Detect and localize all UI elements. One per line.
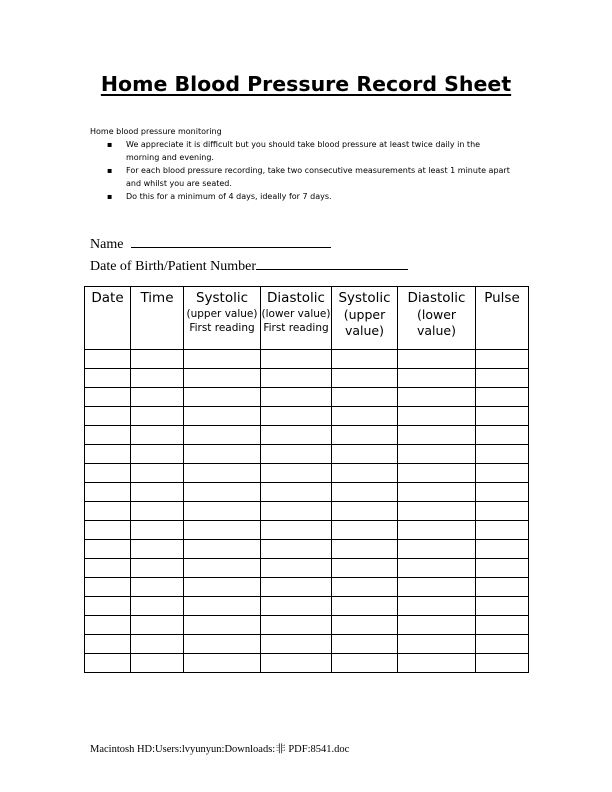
- table-cell[interactable]: [476, 502, 529, 521]
- table-cell[interactable]: [332, 369, 398, 388]
- table-cell[interactable]: [398, 483, 476, 502]
- table-cell[interactable]: [476, 635, 529, 654]
- table-cell[interactable]: [476, 559, 529, 578]
- column-header-diastolic-first: Diastolic (lower value) First reading: [261, 287, 332, 350]
- table-row: [85, 597, 529, 616]
- table-cell[interactable]: [332, 654, 398, 673]
- table-cell[interactable]: [184, 483, 261, 502]
- table-cell[interactable]: [398, 521, 476, 540]
- table-cell[interactable]: [398, 635, 476, 654]
- table-cell[interactable]: [85, 388, 131, 407]
- table-cell[interactable]: [131, 445, 184, 464]
- table-cell[interactable]: [476, 445, 529, 464]
- table-cell[interactable]: [261, 350, 332, 369]
- table-row: [85, 388, 529, 407]
- table-cell[interactable]: [398, 426, 476, 445]
- table-cell[interactable]: [85, 445, 131, 464]
- table-row: [85, 654, 529, 673]
- column-header-pulse: Pulse: [476, 287, 529, 350]
- table-cell[interactable]: [85, 540, 131, 559]
- table-cell[interactable]: [261, 654, 332, 673]
- table-cell[interactable]: [184, 388, 261, 407]
- column-header-time: Time: [131, 287, 184, 350]
- dob-label: Date of Birth/Patient Number: [90, 259, 257, 274]
- table-cell[interactable]: [332, 464, 398, 483]
- table-row: [85, 445, 529, 464]
- table-cell[interactable]: [131, 483, 184, 502]
- table-cell[interactable]: [332, 578, 398, 597]
- table-cell[interactable]: [332, 559, 398, 578]
- table-cell[interactable]: [131, 521, 184, 540]
- table-cell[interactable]: [184, 350, 261, 369]
- name-field[interactable]: [90, 233, 408, 255]
- table-cell[interactable]: [261, 407, 332, 426]
- table-cell[interactable]: [184, 578, 261, 597]
- table-cell[interactable]: [398, 350, 476, 369]
- table-cell[interactable]: [131, 635, 184, 654]
- table-row: [85, 540, 529, 559]
- table-row: [85, 464, 529, 483]
- page-title: Home Blood Pressure Record Sheet: [100, 72, 512, 96]
- table-row: [85, 635, 529, 654]
- instructions-list: [90, 138, 510, 203]
- table-cell[interactable]: [261, 464, 332, 483]
- table-cell[interactable]: [261, 369, 332, 388]
- table-cell[interactable]: [332, 407, 398, 426]
- table-cell[interactable]: [85, 578, 131, 597]
- instructions-heading: Home blood pressure monitoring: [90, 127, 222, 136]
- table-cell[interactable]: [85, 407, 131, 426]
- table-cell[interactable]: [184, 502, 261, 521]
- table-cell[interactable]: [332, 350, 398, 369]
- table-cell[interactable]: [184, 426, 261, 445]
- table-cell[interactable]: [332, 502, 398, 521]
- table-cell[interactable]: [476, 464, 529, 483]
- table-cell[interactable]: [131, 540, 184, 559]
- table-cell[interactable]: [476, 540, 529, 559]
- table-row: [85, 559, 529, 578]
- table-cell[interactable]: [85, 426, 131, 445]
- column-header-date: Date: [85, 287, 131, 350]
- table-cell[interactable]: [184, 635, 261, 654]
- name-line[interactable]: [131, 233, 331, 248]
- table-cell[interactable]: [476, 597, 529, 616]
- table-cell[interactable]: [261, 445, 332, 464]
- table-cell[interactable]: [261, 483, 332, 502]
- table-cell[interactable]: [332, 426, 398, 445]
- table-cell[interactable]: [476, 407, 529, 426]
- table-cell[interactable]: [184, 616, 261, 635]
- table-cell[interactable]: [332, 521, 398, 540]
- table-cell[interactable]: [85, 597, 131, 616]
- table-cell[interactable]: [398, 540, 476, 559]
- table-cell[interactable]: [85, 521, 131, 540]
- table-cell[interactable]: [184, 464, 261, 483]
- table-cell[interactable]: [131, 369, 184, 388]
- table-row: [85, 521, 529, 540]
- table-cell[interactable]: [184, 369, 261, 388]
- table-cell[interactable]: [131, 426, 184, 445]
- table-cell[interactable]: [131, 616, 184, 635]
- dob-line[interactable]: [256, 255, 408, 270]
- table-row: [85, 578, 529, 597]
- table-cell[interactable]: [332, 597, 398, 616]
- table-cell[interactable]: [398, 616, 476, 635]
- table-header-row: [85, 287, 529, 350]
- column-header-systolic: Systolic (upper value): [332, 287, 398, 350]
- table-cell[interactable]: [85, 369, 131, 388]
- table-row: [85, 426, 529, 445]
- table-cell[interactable]: [85, 483, 131, 502]
- table-cell[interactable]: [261, 578, 332, 597]
- table-row: [85, 616, 529, 635]
- table-cell[interactable]: [261, 426, 332, 445]
- dob-field[interactable]: [90, 255, 408, 277]
- table-cell[interactable]: [261, 597, 332, 616]
- table-cell[interactable]: [398, 654, 476, 673]
- table-cell[interactable]: [476, 654, 529, 673]
- table-cell[interactable]: [261, 635, 332, 654]
- table-cell[interactable]: [184, 540, 261, 559]
- table-cell[interactable]: [131, 350, 184, 369]
- record-table: [84, 286, 529, 673]
- table-cell[interactable]: [261, 502, 332, 521]
- column-header-systolic-first: Systolic (upper value) First reading: [184, 287, 261, 350]
- table-cell[interactable]: [184, 654, 261, 673]
- table-row: [85, 350, 529, 369]
- table-cell[interactable]: [332, 388, 398, 407]
- table-cell[interactable]: [131, 597, 184, 616]
- table-cell[interactable]: [184, 445, 261, 464]
- table-cell[interactable]: [398, 559, 476, 578]
- instruction-item: ▪ We appreciate it is difficult but you should take blood pressure at least twice daily in the morning and evening.: [126, 138, 510, 164]
- table-cell[interactable]: [131, 578, 184, 597]
- table-cell[interactable]: [332, 616, 398, 635]
- table-cell[interactable]: [261, 616, 332, 635]
- table-cell[interactable]: [261, 521, 332, 540]
- table-cell[interactable]: [476, 578, 529, 597]
- table-cell[interactable]: [476, 426, 529, 445]
- table-cell[interactable]: [85, 654, 131, 673]
- instructions: [90, 125, 510, 203]
- table-cell[interactable]: [184, 559, 261, 578]
- table-cell[interactable]: [85, 464, 131, 483]
- footer-path: Macintosh HD:Users:lvyunyun:Downloads:非 PDF:8541.doc: [90, 744, 350, 755]
- table-cell[interactable]: [85, 635, 131, 654]
- table-cell[interactable]: [261, 540, 332, 559]
- table-row: [85, 407, 529, 426]
- table-cell[interactable]: [261, 559, 332, 578]
- table-row: [85, 483, 529, 502]
- table-cell[interactable]: [131, 388, 184, 407]
- table-row: [85, 369, 529, 388]
- table-cell[interactable]: [476, 350, 529, 369]
- table-cell[interactable]: [131, 654, 184, 673]
- table-cell[interactable]: [398, 464, 476, 483]
- table-cell[interactable]: [398, 369, 476, 388]
- table-cell[interactable]: [131, 407, 184, 426]
- table-cell[interactable]: [476, 369, 529, 388]
- patient-fields: [90, 233, 408, 277]
- table-cell[interactable]: [332, 635, 398, 654]
- column-header-diastolic: Diastolic (lower value): [398, 287, 476, 350]
- table-cell[interactable]: [398, 597, 476, 616]
- table-cell[interactable]: [332, 483, 398, 502]
- table-cell[interactable]: [131, 502, 184, 521]
- table-cell[interactable]: [261, 388, 332, 407]
- table-cell[interactable]: [85, 616, 131, 635]
- table-cell[interactable]: [398, 388, 476, 407]
- instruction-item: ▪ Do this for a minimum of 4 days, ideally for 7 days.: [126, 190, 510, 203]
- table-cell[interactable]: [85, 559, 131, 578]
- table-cell[interactable]: [332, 445, 398, 464]
- instruction-item: ▪ For each blood pressure recording, take two consecutive measurements at least 1 minute apart and whilst you are seated.: [126, 164, 510, 190]
- table-cell[interactable]: [131, 464, 184, 483]
- table-cell[interactable]: [184, 407, 261, 426]
- table-row: [85, 502, 529, 521]
- table-body: [85, 350, 529, 673]
- table-cell[interactable]: [184, 597, 261, 616]
- table-cell[interactable]: [476, 521, 529, 540]
- table-cell[interactable]: [332, 540, 398, 559]
- table-cell[interactable]: [131, 559, 184, 578]
- table-cell[interactable]: [398, 407, 476, 426]
- table-cell[interactable]: [398, 445, 476, 464]
- table-cell[interactable]: [184, 521, 261, 540]
- table-cell[interactable]: [85, 502, 131, 521]
- table-cell[interactable]: [476, 388, 529, 407]
- table-cell[interactable]: [398, 578, 476, 597]
- table-cell[interactable]: [476, 483, 529, 502]
- table-cell[interactable]: [85, 350, 131, 369]
- table-cell[interactable]: [476, 616, 529, 635]
- name-label: Name: [90, 237, 124, 252]
- table-cell[interactable]: [398, 502, 476, 521]
